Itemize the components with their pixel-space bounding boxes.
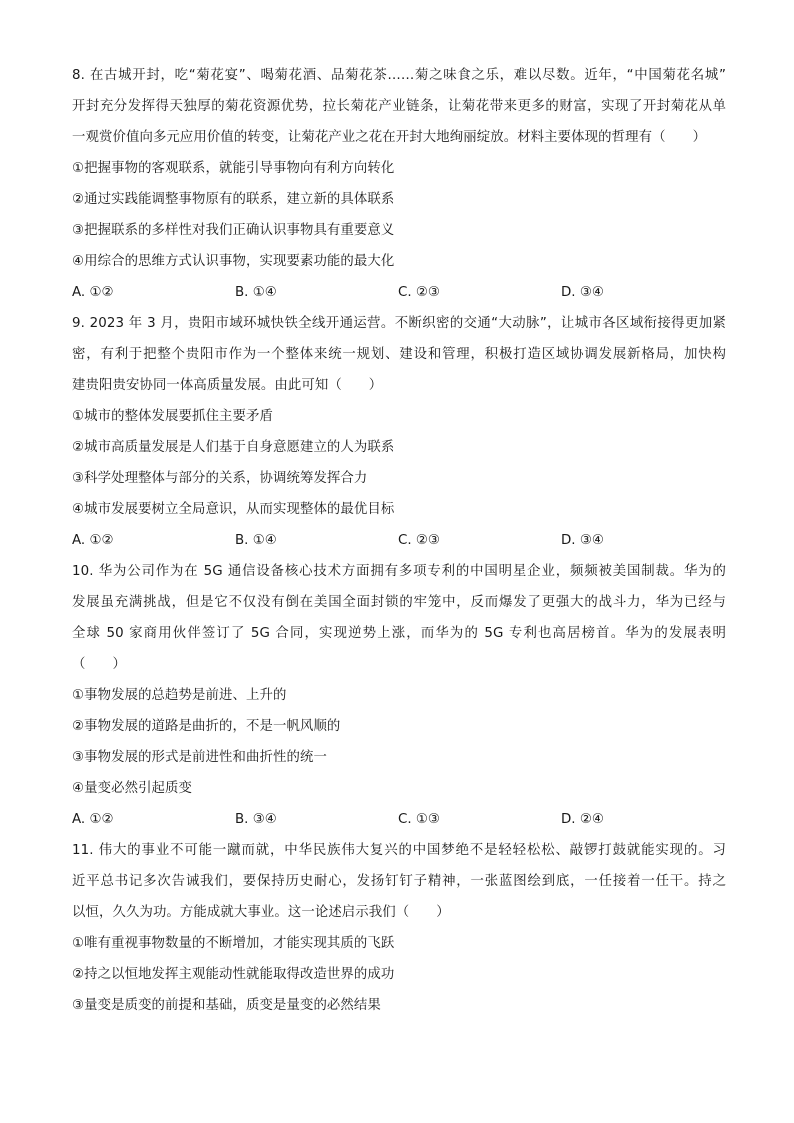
question-stem-line: 8. 在古城开封，吃“菊花宴”、喝菊花酒、品菊花茶……菊之味食之乐，难以尽数。近年，“中国菊花名城” (72, 68, 726, 83)
statement-item: ③科学处理整体与部分的关系，协调统筹发挥合力 (72, 471, 368, 486)
question-list (72, 60, 726, 1021)
answer-option[interactable]: B. ①④ (235, 285, 277, 300)
answer-option[interactable]: A. ①② (72, 533, 114, 548)
question-stem-line: 以恒，久久为功。方能成就大事业。这一论述启示我们（ ） (72, 905, 450, 920)
answer-options-row (72, 804, 726, 835)
question-stem-line: 密，有利于把整个贵阳市作为一个整体来统一规划、建设和管理，积极打造区域协调发展新格局，加快构 (72, 347, 726, 362)
question-stem-line: （ ） (72, 657, 126, 672)
answer-options-row (72, 525, 726, 556)
answer-option[interactable]: D. ②④ (561, 812, 604, 827)
question-stem-line: 全球 50 家商用伙伴签订了 5G 合同，实现逆势上涨，而华为的 5G 专利也高居榜首。华为的发展表明 (72, 626, 726, 641)
question-item (72, 308, 726, 556)
answer-option[interactable]: C. ②③ (398, 533, 440, 548)
statement-item: ②事物发展的道路是曲折的，不是一帆风顺的 (72, 719, 341, 734)
answer-option[interactable]: D. ③④ (561, 533, 604, 548)
statement-item: ①事物发展的总趋势是前进、上升的 (72, 688, 287, 703)
statement-item: ③事物发展的形式是前进性和曲折性的统一 (72, 750, 327, 765)
statement-item: ②持之以恒地发挥主观能动性就能取得改造世界的成功 (72, 967, 395, 982)
question-stem-line: 近平总书记多次告诫我们，要保持历史耐心，发扬钉钉子精神，一张蓝图绘到底，一任接着一任干。持之 (72, 874, 726, 889)
answer-option[interactable]: D. ③④ (561, 285, 604, 300)
question-item (72, 835, 726, 1021)
statement-item: ④用综合的思维方式认识事物，实现要素功能的最大化 (72, 254, 395, 269)
question-stem-line: 11. 伟大的事业不可能一蹴而就，中华民族伟大复兴的中国梦绝不是轻轻松松、敲锣打鼓就能实现的。习 (72, 843, 726, 858)
statement-item: ①城市的整体发展要抓住主要矛盾 (72, 409, 273, 424)
statement-item: ①把握事物的客观联系，就能引导事物向有利方向转化 (72, 161, 395, 176)
answer-option[interactable]: A. ①② (72, 285, 114, 300)
statement-item: ④城市发展要树立全局意识，从而实现整体的最优目标 (72, 502, 395, 517)
answer-option[interactable]: C. ①③ (398, 812, 440, 827)
answer-option[interactable]: A. ①② (72, 812, 114, 827)
question-stem-line: 9. 2023 年 3 月，贵阳市域环城快铁全线开通运营。不断织密的交通“大动脉”，让城市各区域衔接得更加紧 (72, 316, 726, 331)
answer-option[interactable]: B. ③④ (235, 812, 277, 827)
statement-item: ①唯有重视事物数量的不断增加，才能实现其质的飞跃 (72, 936, 395, 951)
question-stem-line: 发展虽充满挑战，但是它不仅没有倒在美国全面封锁的牢笼中，反而爆发了更强大的战斗力，华为已经与 (72, 595, 726, 610)
question-stem-line: 一观赏价值向多元应用价值的转变，让菊花产业之花在开封大地绚丽绽放。材料主要体现的哲理有（ ） (72, 130, 707, 145)
statement-item: ②通过实践能调整事物原有的联系，建立新的具体联系 (72, 192, 395, 207)
question-item (72, 60, 726, 308)
question-stem-line: 开封充分发挥得天独厚的菊花资源优势，拉长菊花产业链条，让菊花带来更多的财富，实现了开封菊花从单 (72, 99, 726, 114)
statement-item: ④量变必然引起质变 (72, 781, 193, 796)
answer-option[interactable]: C. ②③ (398, 285, 440, 300)
answer-options-row (72, 277, 726, 308)
question-stem-line: 10. 华为公司作为在 5G 通信设备核心技术方面拥有多项专利的中国明星企业，频频被美国制裁。华为的 (72, 564, 726, 579)
answer-option[interactable]: B. ①④ (235, 533, 277, 548)
question-item (72, 556, 726, 835)
question-stem-line: 建贵阳贵安协同一体高质量发展。由此可知（ ） (72, 378, 383, 393)
statement-item: ③把握联系的多样性对我们正确认识事物具有重要意义 (72, 223, 395, 238)
statement-item: ③量变是质变的前提和基础，质变是量变的必然结果 (72, 998, 381, 1013)
statement-item: ②城市高质量发展是人们基于自身意愿建立的人为联系 (72, 440, 395, 455)
